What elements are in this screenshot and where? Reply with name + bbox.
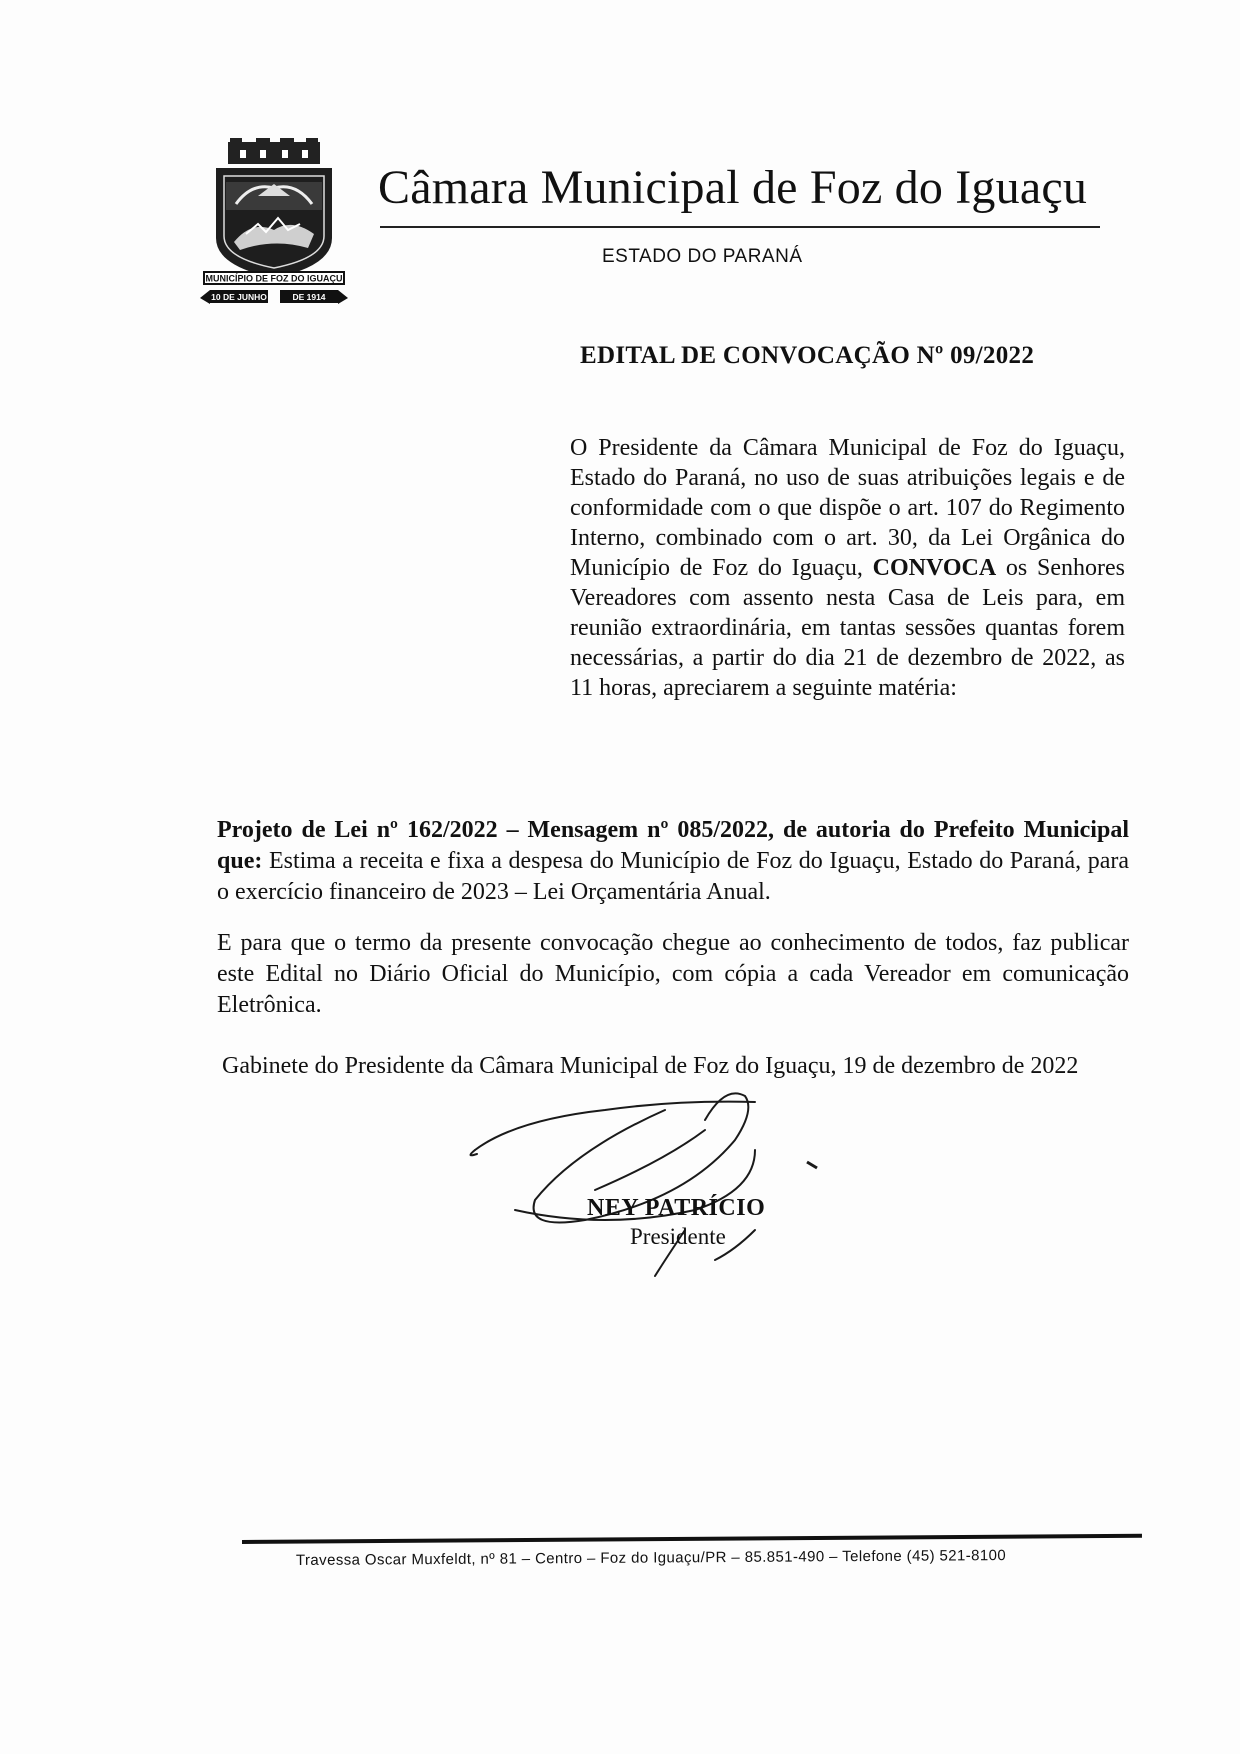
matter-paragraph [217, 815, 1129, 908]
municipal-coat-of-arms [200, 138, 348, 304]
intro-paragraph [570, 433, 1125, 703]
bill-description: Estima a receita e fixa a despesa do Município de Foz do Iguaçu, Estado do Paraná, para o exercício financeiro de 2023 – Lei Orçamentária Anual. [217, 848, 1129, 905]
bill-reference: Projeto de Lei nº 162/2022 – Mensagem nº 085/2022, de autoria do Prefeito Municipal que: [217, 817, 1129, 874]
handwritten-signature [455, 1080, 855, 1280]
header-divider [380, 226, 1100, 228]
place-and-date: Gabinete do Presidente da Câmara Municipal de Foz do Iguaçu, 19 de dezembro de 2022 [222, 1053, 1079, 1079]
document-title: EDITAL DE CONVOCAÇÃO Nº 09/2022 [580, 342, 1035, 369]
closing-paragraph: E para que o termo da presente convocação chegue ao conhecimento de todos, faz publicar este Edital no Diário Oficial do Município, com cópia a cada Vereador em comunicação Eletrônica. [217, 930, 1129, 1018]
signer-role: Presidente [630, 1224, 726, 1249]
svg-text:MUNICÍPIO DE FOZ DO IGUAÇU: MUNICÍPIO DE FOZ DO IGUAÇU [205, 273, 343, 284]
svg-text:DE 1914: DE 1914 [292, 292, 326, 302]
institution-name: Câmara Municipal de Foz do Iguaçu [378, 161, 1088, 214]
footer-divider [242, 1534, 1142, 1544]
svg-text:10 DE JUNHO: 10 DE JUNHO [211, 292, 267, 302]
state-name: ESTADO DO PARANÁ [602, 246, 803, 267]
intro-text-before: O Presidente da Câmara Municipal de Foz do Iguaçu, Estado do Paraná, no uso de suas atribuições legais e de conformidade com o que dispõe o art. 107 do Regimento Interno, combinado com o art. 30, da Lei Orgânica do Município de Foz do Iguaçu, [570, 435, 1125, 581]
intro-text-after: os Senhores Vereadores com assento nesta Casa de Leis para, em reunião extraordinária, em tantas sessões quantas forem necessárias, a partir do dia 21 de dezembro de 2022, as 11 horas, apreciarem a seguinte matéria: [570, 555, 1125, 701]
signer-name: NEY PATRÍCIO [587, 1195, 766, 1221]
footer-address: Travessa Oscar Muxfeldt, nº 81 – Centro – Foz do Iguaçu/PR – 85.851-490 – Telefone (45) 521-8100 [295, 1547, 1007, 1569]
intro-convoca-keyword: CONVOCA [872, 555, 997, 581]
